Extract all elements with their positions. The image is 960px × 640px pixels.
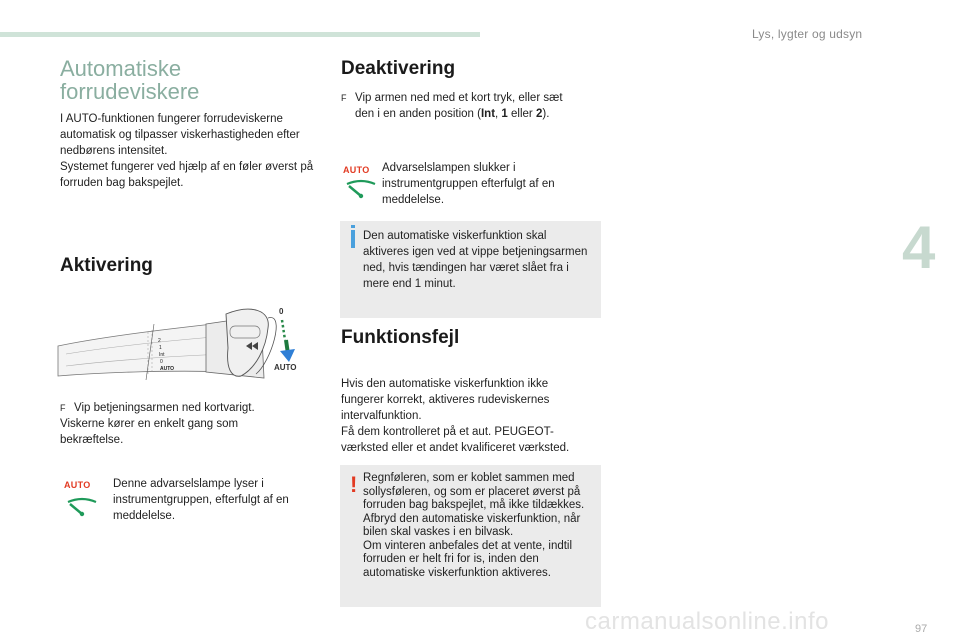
stalk-pos-int: Int — [159, 352, 165, 358]
bullet-glyph: F — [60, 403, 66, 413]
intro-text — [60, 111, 322, 191]
info-icon — [351, 225, 355, 228]
stalk-pos-0: 0 — [160, 359, 163, 365]
activation-text: Viskerne kører en enkelt gang som bekræftelse. — [60, 418, 239, 446]
watermark: carmanualsonline.info — [585, 608, 829, 635]
separator: , — [495, 108, 502, 120]
page-number: 97 — [915, 623, 928, 635]
activation-lamp-text: Denne advarselslampe lyser i instrumentgruppen, efterfulgt af en meddelelse. — [113, 478, 289, 522]
intro-paragraph-1: I AUTO-funktionen fungerer forrudeviskerne automatisk og tilpasser viskerhastigheden efter nedbørens intensitet. — [60, 113, 300, 157]
separator: eller — [507, 108, 536, 120]
fault-paragraph-1: Hvis den automatiske viskerfunktion ikke fungerer korrekt, aktiveres rudeviskernes intervalfunktion. — [341, 378, 550, 422]
auto-lamp-label-right: AUTO — [343, 165, 370, 175]
stalk-auto-label: AUTO — [274, 363, 297, 372]
bullet-glyph: F — [341, 93, 347, 103]
warning-icon: ! — [350, 472, 358, 497]
stalk-top-zero: 0 — [279, 307, 284, 316]
section-name: Lys, lygter og udsyn — [752, 27, 863, 41]
deactivation-bullet — [341, 90, 586, 122]
deactivation-lamp-text: Advarselslampen slukker i instrumentgruppen efterfulgt af en meddelelse. — [382, 162, 555, 206]
fault-heading: Funktionsfejl — [341, 327, 460, 348]
wiper-lamp-icon — [65, 494, 99, 520]
chapter-number: 4 — [902, 214, 936, 281]
intro-paragraph-2: Systemet fungerer ved hjælp af en føler øverst på forruden bag bakspejlet. — [60, 161, 314, 189]
down-arrow-icon — [280, 320, 295, 362]
page-title: Automatiske forrudeviskere — [60, 56, 200, 104]
auto-lamp-label: AUTO — [64, 480, 91, 490]
deactivation-heading: Deaktivering — [341, 58, 456, 79]
position-1: 1 — [501, 108, 508, 120]
stalk-pos-auto: AUTO — [160, 366, 175, 372]
stalk-pos-1: 1 — [159, 345, 162, 351]
deactivation-text-a: Vip armen ned med et kort tryk, eller sæt den i en anden position ( — [355, 92, 563, 120]
activation-bullet — [60, 400, 300, 416]
warning-text: Regnføleren, som er koblet sammen med sollysføleren, og som er placeret øverst på forruden bag bakspejlet, må ikke tildækkes. Afbryd den automatiske viskerfunktion, når bilen skal vaskes i en bilvask. Om vinteren anbefales det at vente, indtil forruden er helt fri for is, inden den automatiske viskerfunktion aktiveres. — [363, 472, 585, 579]
wiper-stalk-illustration — [56, 298, 306, 388]
wiper-lamp-icon — [344, 176, 378, 202]
info-icon-bar — [351, 230, 355, 248]
activation-bullet-text: Vip betjeningsarmen ned kortvarigt. — [74, 402, 255, 414]
stalk-pos-2: 2 — [158, 338, 161, 344]
info-text: Den automatiske viskerfunktion skal aktiveres igen ved at vippe betjeningsarmen ned, hvis tændingen har været slået fra i mere end 1 minut. — [363, 230, 588, 290]
fault-text — [341, 376, 591, 456]
activation-heading: Aktivering — [60, 255, 153, 276]
position-int: Int — [480, 108, 496, 120]
header-bar — [0, 32, 480, 37]
fault-paragraph-2: Få dem kontrolleret på et aut. PEUGEOT-værksted eller et andet kvalificeret værksted. — [341, 426, 570, 454]
position-2: 2 — [535, 108, 543, 120]
separator: ). — [542, 108, 550, 120]
